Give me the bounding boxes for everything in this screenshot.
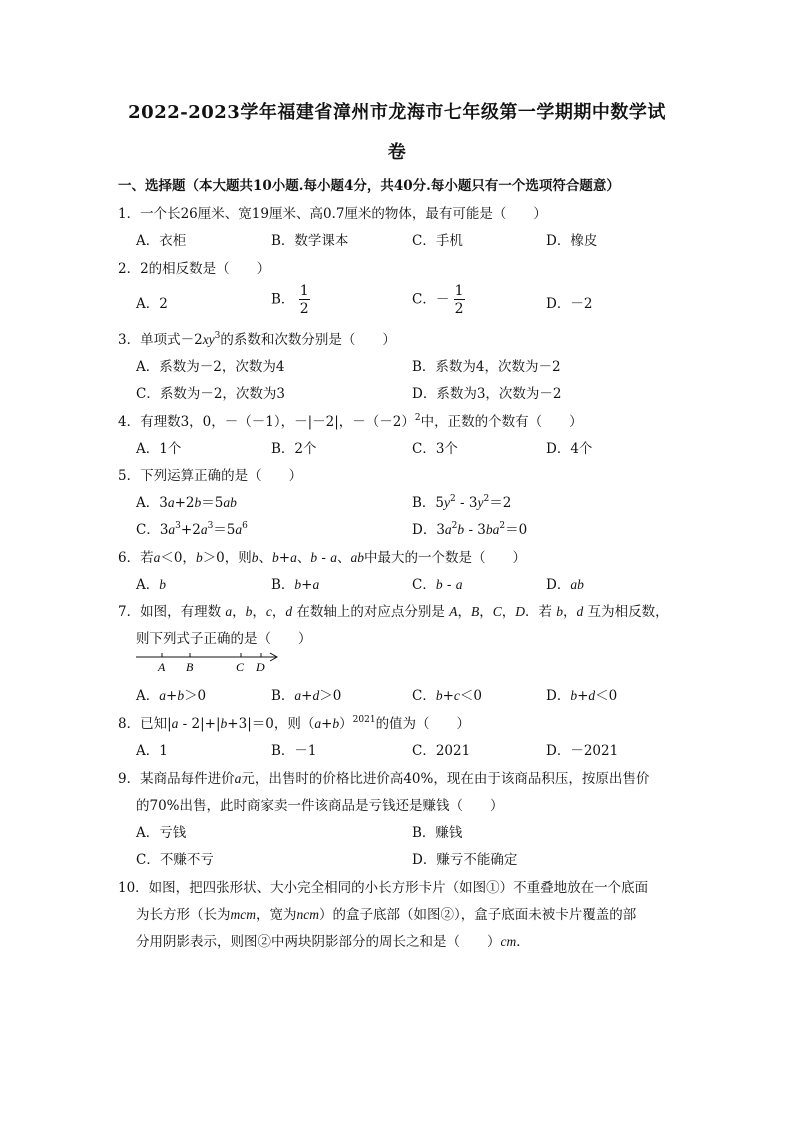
section-heading: 一、选择题（本大题共10小题.每小题4分，共40分.每小题只有一个选项符合题意） xyxy=(118,178,620,194)
question-1-option-b: B．数学课本 xyxy=(271,233,349,249)
question-6-option-c: C．b - a xyxy=(412,577,463,593)
question-6-option-a: A．b xyxy=(136,577,166,593)
question-5-stem: 5．下列运算正确的是（ ） xyxy=(118,468,303,484)
question-3-option-a: A．系数为－2，次数为4 xyxy=(136,359,285,375)
question-7-option-d: D．b+d＜0 xyxy=(546,688,618,704)
question-2-option-d: D．－2 xyxy=(546,296,593,312)
question-2-option-c: C．－ $\frac{1}{2}$ xyxy=(412,283,464,317)
question-1-stem: 1．一个长26厘米、宽19厘米、高0.7厘米的物体，最有可能是（ ） xyxy=(118,206,547,222)
question-3-stem: 3．单项式$-2xy^3$的系数和次数分别是（ ） xyxy=(118,331,396,348)
number-line-figure xyxy=(136,650,286,676)
question-9-line2: 的70%出售，此时商家卖一件该商品是亏钱还是赚钱（ ） xyxy=(136,798,504,814)
question-7-line1: 7．如图，有理数 a，b，c，d 在数轴上的对应点分别是 A，B，C，D．若 b，d 互为相反数， xyxy=(118,604,669,620)
question-9-option-c: C．不赚不亏 xyxy=(136,852,214,868)
question-10-line3: 分用阴影表示，则图②中两块阴影部分的周长之和是（ ）cm． xyxy=(136,934,530,950)
question-4-option-c: C．3个 xyxy=(412,441,458,457)
page-title-line1: 2022-2023学年福建省漳州市龙海市七年级第一学期期中数学试 xyxy=(128,102,666,123)
question-7-option-b: B．a+d＞0 xyxy=(271,688,342,704)
question-1-option-d: D．橡皮 xyxy=(546,233,598,249)
question-4-option-a: A．1个 xyxy=(136,441,182,457)
question-8-stem: 8．已知|a - 2|+|b+3|＝0，则$(a+b)^{2021}$的值为（ ） xyxy=(118,715,471,732)
question-1-option-c: C．手机 xyxy=(412,233,463,249)
question-2-option-a: A．2 xyxy=(136,296,168,312)
question-6-option-b: B．b+a xyxy=(271,577,320,593)
question-5-option-b: B．$5y^2 - 3y^2=2$ xyxy=(412,494,512,511)
point-label-d: D xyxy=(256,660,265,674)
question-9-option-a: A．亏钱 xyxy=(136,825,187,841)
question-8-option-a: A．1 xyxy=(136,743,168,759)
page-title-line2: 卷 xyxy=(387,142,407,163)
question-7-option-a: A．a+b＞0 xyxy=(136,688,207,704)
question-7-line2: 则下列式子正确的是（ ） xyxy=(136,631,312,647)
question-7-option-c: C．b+c＜0 xyxy=(412,688,482,704)
question-5-option-a: A．3a+2b＝5ab xyxy=(136,495,237,511)
question-9-line1: 9．某商品每件进价a元，出售时的价格比进价高40%，现在由于该商品积压，按原出售价 xyxy=(118,771,650,787)
question-4-option-b: B．2个 xyxy=(271,441,317,457)
question-3-option-b: B．系数为4，次数为－2 xyxy=(412,359,561,375)
question-8-option-c: C．2021 xyxy=(412,743,471,759)
question-2-stem: 2．2的相反数是（ ） xyxy=(118,261,271,277)
question-10-line2: 为长方形（长为mcm，宽为ncm）的盒子底部（如图②），盒子底面未被卡片覆盖的部 xyxy=(136,907,637,923)
question-4-stem: 4．有理数3，0，－（－1），－|－2|，$-(-2)^2$中，正数的个数有（ ） xyxy=(118,413,583,430)
point-label-c: C xyxy=(236,660,245,674)
question-2-option-b: B． $\frac{1}{2}$ xyxy=(271,283,309,317)
point-label-a: A xyxy=(158,660,166,674)
question-3-option-d: D．系数为3，次数为－2 xyxy=(412,386,562,402)
question-5-option-c: C．$3a^3+2a^3=5a^6$ xyxy=(136,521,248,538)
question-8-option-b: B．－1 xyxy=(271,743,317,759)
question-1-option-a: A．衣柜 xyxy=(136,233,187,249)
question-3-option-c: C．系数为－2，次数为3 xyxy=(136,386,286,402)
question-9-option-b: B．赚钱 xyxy=(412,825,463,841)
question-4-option-d: D．4个 xyxy=(546,441,593,457)
question-10-line1: 10．如图，把四张形状、大小完全相同的小长方形卡片（如图①）不重叠地放在一个底面 xyxy=(118,880,649,896)
point-label-b: B xyxy=(186,660,194,674)
question-6-stem: 6．若a＜0，b＞0，则b、b+a、b - a、ab中最大的一个数是（ ） xyxy=(118,550,526,566)
question-5-option-d: D．$3a^2b - 3ba^2=0$ xyxy=(412,521,528,538)
question-6-option-d: D．ab xyxy=(546,577,584,593)
question-9-option-d: D．赚亏不能确定 xyxy=(412,852,518,868)
question-8-option-d: D．－2021 xyxy=(546,743,619,759)
